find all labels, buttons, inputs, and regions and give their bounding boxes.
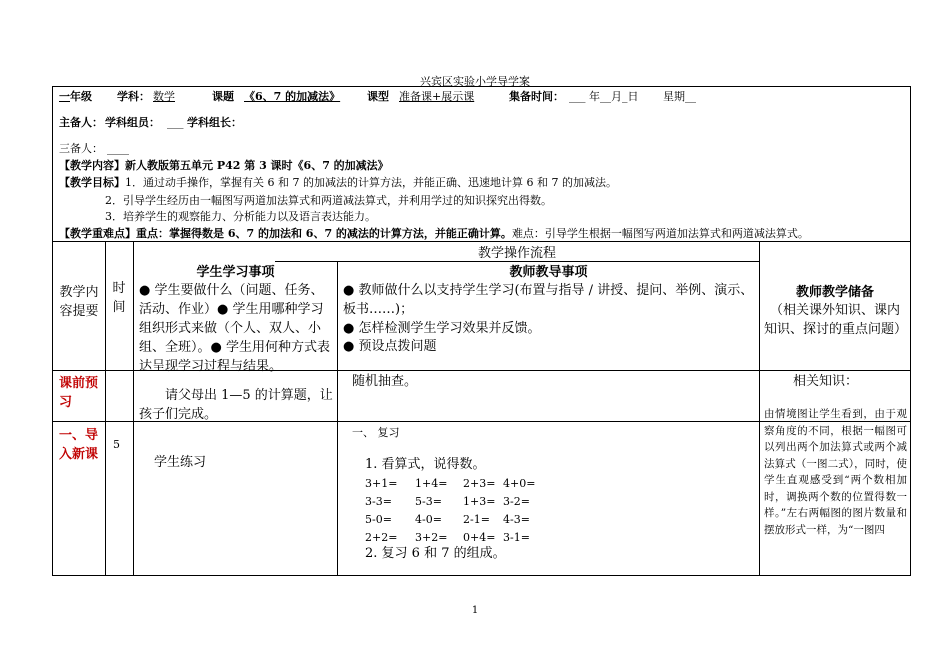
intro-time: 5 [113,438,120,451]
reserve-col-title: 教师教学储备 [795,285,874,300]
teaching-goal-2: 2．引导学生经历由一幅图写两道加法算式和两道减法算式，并利用学过的知识探究出得数。 [105,194,552,207]
divider-col-time [133,241,134,576]
teaching-goal-1: 【教学目标】1．通过动手操作，掌握有关 6 和 7 的加减法的计算方法，并能正确、迅速地计算 6 和 7 的加减法。 [59,176,617,189]
preview-student: 请父母出 1—5 的计算题，让孩子们完成。 [139,388,333,422]
teacher-col-title: 教师教导事项 [509,265,588,280]
review-title: 一、 复习 [352,426,400,439]
third-blank: ____ [107,142,129,155]
intro-row-label: 一、导入新课 [59,428,99,462]
third-label: 三备人： [59,142,103,155]
reserve-knowledge-text: 由情境图让学生看到，由于观察角度的不同，根据一幅图可以列出两个加法算式或两个减法算式（一图二式），同时，使学生直观感受到“两个数相加时，调换两个数的位置得数一样。”左右两幅图的图片数量和摆放形式一样，为“一图四 [764,408,907,536]
teaching-content: 【教学内容】新人教版第五单元 P42 第 3 课时《6、7 的加减法》 [59,159,389,172]
process-title: 教学操作流程 [477,246,556,261]
grade-field: 一年级 [59,90,92,103]
teacher-col-item-1: ● 教师做什么以支持学生学习(布置与指导 / 讲授、提问、举例、演示、板书……)； [343,283,754,317]
teacher-col-item-3: ● 预设点拨问题 [343,339,437,354]
teacher-col-item-2: ● 怎样检测学生学习效果并反馈。 [343,321,541,336]
type-label: 课型 [367,90,389,103]
preview-teacher: 随机抽查。 [352,374,418,389]
review-sub2: 2. 复习 6 和 7 的组成。 [365,546,506,561]
member-label: 学科组员： [105,116,160,129]
time-value: ___ 年__月_日 [569,90,639,103]
divider-col-summary [105,241,106,576]
reserve-knowledge-title: 相关知识： [793,374,859,389]
student-col-desc: ● 学生要做什么（问题、任务、活动、作业）● 学生用哪种学习组织形式来做（个人、双人、小组、全班）。● 学生用何种方式表达呈现学习过程与结果。 [139,283,330,374]
review-sub1: 1. 看算式，说得数。 [365,457,486,472]
preparer-label: 主备人： [59,116,103,129]
teaching-goal-3: 3．培养学生的观察能力、分析能力以及语言表达能力。 [105,210,376,223]
student-col-title: 学生学习事项 [196,265,275,280]
topic-label: 课题 [212,90,234,103]
reserve-col-desc: （相关课外知识、课内知识、探讨的重点问题） [764,303,908,337]
divider-col-student [337,261,338,576]
key-difficulty-points: 【教学重难点】重点：掌握得数是 6、7 的加法和 6、7 的减法的计算方法，并能正确计算。难点：引导学生根据一幅图写两道加法算式和两道减法算式。 [59,227,809,240]
document-title: 兴宾区实验小学导学案 [420,75,530,88]
type-value: 准备课+展示课 [399,90,475,103]
lesson-plan-table: 一年级 学科： 数学 课题 《6、7 的加减法》 课型 准备课+展示课 集备时间： ___ 年__月_日 星期__ 主备人： 学科组员： ___ 学科组长： 三备人： ____ 【教学内容】新人教版第五单元 P42 第 3 课时《6、7 的加减法》 【教学目标】1．通过动手操作，掌握有关 6 和 7 的加减法的计算方法，并能正确、迅速地计算 6 和 7 的加减法。 2．引导学生经历由一幅图写两道加法算式和两道减法算式，并利用学过的知识探究出得数。 3．培养学生的观察能力、分析能力以及语言表达能力。 【教学重难点】重点：掌握得数是 6、7 的加法和 6、7 的减法的计算方法，并能正确计算。难点：引导学生根据一幅图写两道加法算式和两道减法算式。 教学内容提要 时间 教学操作流程 学生学习事项 ● 学生要做什么（问题、任务、活动、作业）● 学生用哪种学习组织形式来做（个人、双人、小组、全班）。● 学生用何种方式表达呈现学习过程与结果。 教师教导事项 ● 教师做什么以支持学生学习(布置与指导 / 讲授、提问、举例、演示、板书……)； ● 怎样检测学生学习效果并反馈。 ● 预设点拨问题 教师教学储备 （相关课外知识、课内知识、探讨的重点问题） 课前预习 请父母出 1—5 的计算题，让孩子们完成。 随机抽查。 相关知识： 由情境图让学生看到，由于观察角度的不同，根据一幅图可以列出两个加法算式或两个减法算式（一图二式），同时，使学生直观感受到“两个数相加时，调换两个数的位置得数一样。”左右两幅图的图片数量和摆放形式一样，为“一图四 一、导入新课 5 学生练习 一、 复习 1. 看算式，说得数。 3+1= 1+4= 2+3= 4+0= 3-3= 5-3= 1+3= 3-2= 5-0= 4-0= 2-1= 4-3= 2+2= 3+2= 0+4= 3-1= 2. 复习 6 和 7 的组成。 [52,86,911,576]
leader-label: 学科组长： [187,116,242,129]
page-number: 1 [471,605,479,616]
member-blank: ___ [167,116,184,129]
preview-row-label: 课前预习 [59,376,99,410]
weekday: 星期__ [663,90,696,103]
intro-student: 学生练习 [154,455,207,470]
time-label: 集备时间： [509,90,564,103]
divider-header-table [53,241,910,242]
col-time-header: 时间 [112,281,126,315]
subject-value: 数学 [153,90,175,103]
topic-value: 《6、7 的加减法》 [244,90,341,103]
subject-label: 学科： [117,90,150,103]
col-summary-header: 教学内容提要 [59,285,99,319]
